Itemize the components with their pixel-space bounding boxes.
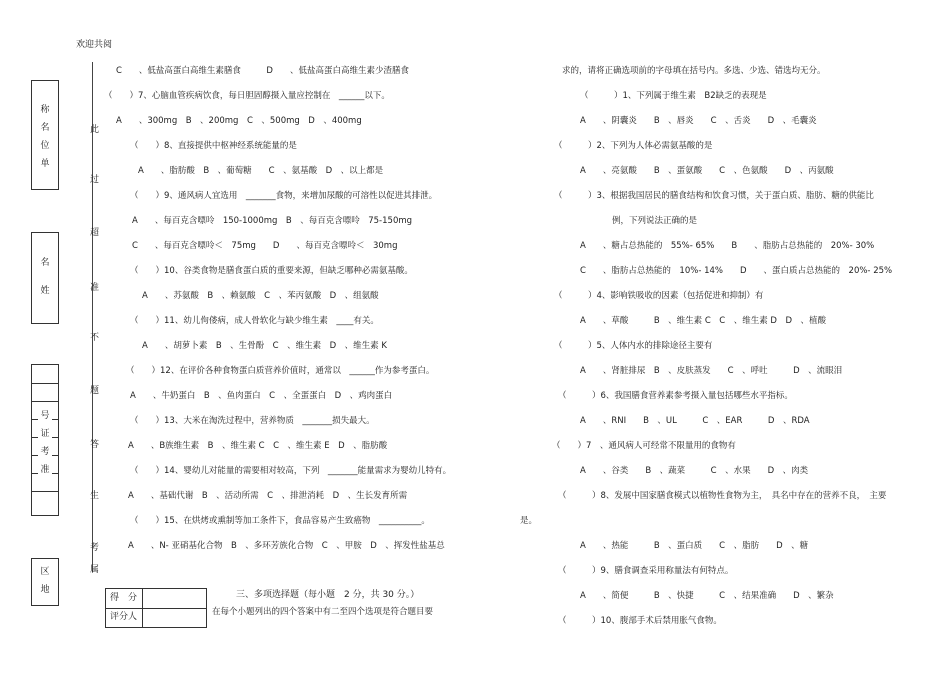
question-line: （ ）7、心脑血管疾病饮食，每日胆固醇摄入量应控制在 ______以下。 — [104, 91, 390, 101]
question-line: （ ）7 、通风病人可经常不限量用的食物有 — [552, 441, 736, 451]
seal-char: 考 — [90, 543, 100, 553]
question-line: （ ）10、腹部手术后禁用胀气食物。 — [558, 616, 722, 626]
question-line: （ ）11、幼儿佝偻病，成人骨软化与缺少维生素 ____有关。 — [130, 316, 379, 326]
score-label: 得 分 — [110, 593, 138, 603]
question-line: （ ）10、谷类食物是膳食蛋白质的重要来源，但缺乏哪种必需氨基酸。 — [130, 266, 413, 276]
region-box — [31, 558, 59, 606]
exam-number-box — [31, 364, 59, 516]
option-line: A 、热能 B 、蛋白质 C 、脂肪 D 、糖 — [580, 541, 809, 551]
grader-label: 评分人 — [110, 612, 138, 622]
question-line: （ ）6、我国膳食营养素参考摄入量包括哪些水平指标。 — [558, 391, 793, 401]
question-line: （ ）1、下列属于维生素 B2缺乏的表现是 — [580, 91, 767, 101]
name-label: 名姓 — [40, 258, 50, 296]
question-line: （ ）12、在评价各种食物蛋白质营养价值时，通常以 ______作为参考蛋白。 — [126, 366, 435, 376]
question-line-cont: 例，下列说法正确的是 — [612, 216, 698, 226]
seal-char: 答 — [90, 440, 100, 450]
seal-char: 准 — [90, 283, 100, 293]
option-line: A 、N- 亚硝基化合物 B 、多环芳族化合物 C 、甲胺 D 、挥发性盐基总 — [128, 541, 445, 551]
unit-name-box — [31, 80, 59, 190]
question-line: （ ）9、膳食调查采用称量法有何特点。 — [558, 566, 734, 576]
question-line: （ ）3、根据我国居民的膳食结构和饮食习惯，关于蛋白质、脂肪、糖的供能比 — [554, 191, 874, 201]
option-line: A 、B族维生素 B 、维生素 C C 、维生素 E D 、脂肪酸 — [128, 441, 388, 451]
question-line: C 、低盐高蛋白高维生素膳食 D 、低盐高蛋白高维生素少渣膳食 — [116, 66, 409, 76]
section-desc: 在每个小题列出的四个答案中有二至四个选项是符合题目要 — [212, 607, 434, 617]
section-title: 三、多项选择题（每小题 2 分，共 30 分。） — [236, 590, 420, 600]
region-label: 区地 — [40, 567, 50, 595]
section-desc-cont: 求的，请将正确选项前的字母填在括号内。多选、少选、错选均无分。 — [562, 66, 826, 76]
question-line: （ ）15、在烘烤或熏制等加工条件下，食品容易产生致癌物 __________。 — [130, 516, 430, 526]
option-line: A 、脂肪酸 B 、葡萄糖 C 、氨基酸 D 、以上都是 — [138, 166, 384, 176]
option-line: A 、谷类 B 、蔬菜 C 、水果 D 、肉类 — [580, 466, 809, 476]
question-line: （ ）4、影响铁吸收的因素（包括促进和抑制）有 — [554, 291, 764, 301]
question-line: （ ）8、直接提供中枢神经系统能量的是 — [130, 141, 297, 151]
question-line: （ ）14、婴幼儿对能量的需要相对较高，下列 _______能量需求为婴幼儿特有。 — [130, 466, 452, 476]
question-line: （ ）9、通风病人宜选用 _______食物，来增加尿酸的可溶性以促进其排泄。 — [130, 191, 438, 201]
score-table — [105, 588, 207, 628]
option-line: A 、糖占总热能的 55%- 65% B 、脂肪占总热能的 20%- 30% — [580, 241, 875, 251]
option-line: A 、300mg B 、200mg C 、500mg D 、400mg — [116, 116, 362, 126]
option-line: C 、每百克含嘌呤＜ 75mg D 、每百克含嘌呤＜ 30mg — [132, 241, 398, 251]
question-line-cont: 是。 — [520, 516, 538, 526]
option-line: A 、基础代谢 B 、活动所需 C 、排泄消耗 D 、生长发育所需 — [128, 491, 408, 501]
unit-name-label: 称名位单 — [40, 105, 50, 169]
question-line: （ ）8、发展中国家膳食模式以植物性食物为主， 具名中存在的营养不良， 主要 — [558, 491, 887, 501]
seal-char: 生 — [90, 491, 100, 501]
question-line: （ ）5、人体内水的排除途径主要有 — [554, 341, 713, 351]
option-line: A 、阴囊炎 B 、唇炎 C 、舌炎 D 、毛囊炎 — [580, 116, 817, 126]
option-line: C 、脂肪占总热能的 10%- 14% D 、蛋白质占总热能的 20%- 25% — [580, 266, 893, 276]
name-box — [31, 232, 59, 324]
seal-char: 不 — [90, 333, 100, 343]
option-line: A 、RNI B 、UL C 、EAR D 、RDA — [580, 416, 810, 426]
option-line: A 、牛奶蛋白 B 、鱼肉蛋白 C 、全蛋蛋白 D 、鸡肉蛋白 — [130, 391, 393, 401]
seal-char: 题 — [90, 386, 100, 396]
option-line: A 、草酸 B 、维生素 C C 、维生素 D D 、植酸 — [580, 316, 827, 326]
seal-char: 过 — [90, 175, 100, 185]
seal-char: 超 — [90, 228, 100, 238]
option-line: A 、胡萝卜素 B 、生骨酚 C 、维生素 D 、维生素 K — [142, 341, 387, 351]
exam-number-label: 号证考准 — [38, 407, 52, 479]
question-line: （ ）13、大米在淘洗过程中，营养物质 _______损失最大。 — [130, 416, 375, 426]
page-header: 欢迎共阅 — [76, 40, 113, 50]
option-line: A 、简便 B 、快捷 C 、结果准确 D 、繁杂 — [580, 591, 834, 601]
option-line: A 、苏氨酸 B 、赖氨酸 C 、苯丙氨酸 D 、组氨酸 — [142, 291, 379, 301]
seal-char: 属 — [90, 565, 100, 575]
seal-char: 此 — [90, 125, 100, 135]
question-line: （ ）2、下列为人体必需氨基酸的是 — [554, 141, 713, 151]
option-line: A 、每百克含嘌呤 150-1000mg B 、每百克含嘌呤 75-150mg — [132, 216, 413, 226]
option-line: A 、亮氨酸 B 、蛋氨酸 C 、色氨酸 D 、丙氨酸 — [580, 166, 834, 176]
option-line: A 、肾脏排尿 B 、皮肤蒸发 C 、呼吐 D 、流眼泪 — [580, 366, 843, 376]
